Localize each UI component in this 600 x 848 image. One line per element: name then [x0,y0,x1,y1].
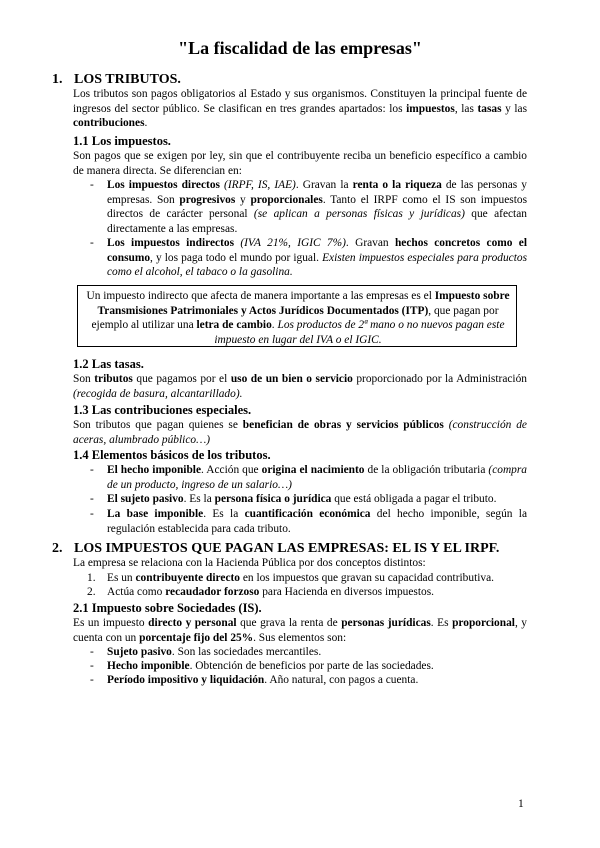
italic-run: Existen impuestos especiales para productos como el alcohol, el tabaco o la gasolina. [107,251,527,279]
text-run: . Es [430,617,453,629]
text-run: que pagamos por el [132,373,231,385]
text-run: Actúa como [107,586,166,598]
numbered-item [87,571,527,586]
text-run: . Gravan [345,237,395,249]
bold-run: proporcionales [250,193,323,206]
text-run: , que pagan por ejemplo al utilizar una [91,304,499,332]
bold-run: contribuciones [73,117,145,130]
bold-run: tasas [477,102,502,115]
list-item [90,645,527,660]
dash-bullet: - [90,464,94,476]
subsection-1-3-heading: 1.3 Las contribuciones especiales. [73,403,252,417]
list-item [90,236,527,280]
italic-run: (recogida de basura, alcantarillado). [73,387,243,400]
text-run: . Gravan la [295,179,353,191]
numbered-item [87,585,527,600]
text-run: . Obtención de beneficios por parte de las sociedades. [189,660,434,672]
subsection-2-1-heading: 2.1 Impuesto sobre Sociedades (IS). [73,601,262,615]
bold-run: El sujeto pasivo [107,493,184,505]
text-run: . [144,117,148,130]
dash-bullet: - [90,493,94,505]
text-run: . Sus elementos son: [253,631,347,644]
bold-run: La base imponible [107,508,204,520]
bold-run: impuestos [406,102,455,115]
list-item [90,507,528,536]
list-item [90,659,527,674]
text-run: para Hacienda en diversos impuestos. [259,586,434,598]
bold-run: Impuesto sobre Transmisiones Patrimoniales y Actos Jurídicos Documentados (ITP) [97,290,510,317]
text-run: . Son las sociedades mercantiles. [171,646,322,658]
document-title: "La fiscalidad de las empresas" [178,38,422,58]
subsection-1-1-intro: Son pagos que se exigen por ley, sin que el contribuyente reciba un beneficio específico a cambio de manera directa. Se diferencian en: [73,150,527,177]
subsection-1-2-heading: 1.2 Las tasas. [73,357,144,371]
dash-bullet: - [90,237,94,249]
bold-run: benefician de obras y servicios públicos [242,419,444,431]
bold-run: Los impuestos indirectos [107,237,235,249]
text-run: . Es la [183,493,215,505]
bold-run: Sujeto pasivo [107,646,172,658]
text-run: , y los paga todo el mundo por igual. [150,251,323,264]
page-number: 1 [518,798,524,810]
subsection-1-1-heading: 1.1 Los impuestos. [73,134,171,148]
italic-run: (IVA 21%, IGIC 7%) [234,237,346,249]
subsection-1-3-text [73,418,527,447]
bold-run: proporcional [452,617,515,629]
text-run: . Año natural, con pagos a cuenta. [264,674,419,686]
bold-run: persona física o jurídica [214,493,332,505]
bold-run: uso de un bien o servicio [230,373,353,385]
bold-run: contribuyente directo [135,572,240,584]
italic-run: (construcción de aceras, alumbrado público…) [73,419,527,446]
subsection-2-1-text [73,616,527,645]
bold-run: Hecho imponible [107,660,190,672]
list-item [90,673,527,688]
list-item [90,463,527,492]
text-run: Son [73,373,95,385]
text-run: Un impuesto indirecto que afecta de manera importante a las empresas es el [86,290,435,302]
bold-run: tributos [94,373,133,385]
italic-run: (compra de un producto, ingreso de un salario…) [107,464,527,491]
list-item [90,178,528,236]
item-number: 1. [87,572,96,584]
subsection-1-2-text [73,372,527,401]
dash-bullet: - [90,508,94,520]
italic-run: (se aplican a personas físicas y jurídicas) [253,208,465,221]
text-run: del hecho imponible, según la regulación establecida para cada tributo. [107,508,528,535]
text-run: que afectan directamente a las empresas. [107,208,527,235]
highlight-box-text [84,289,512,347]
section-number: 2. [52,541,63,556]
text-run: Los tributos son pagos obligatorios al Estado y sus organismos. Constituyen la principal fuente de ingresos del sector público. Se clasifican en tres grandes apartados: los [73,88,527,115]
text-run: que está obligada a pagar el tributo. [331,493,497,505]
dash-bullet: - [90,646,94,658]
text-run: proporcionado por la Administración [352,373,527,385]
bold-run: recaudador forzoso [165,586,260,598]
bold-run: progresivos [179,193,236,206]
bold-run: directo y personal [148,617,237,629]
text-run: . Tanto el IRPF como el IS son impuestos directos de carácter personal [107,193,528,221]
text-run: , y cuenta con un [73,617,528,644]
section-1-heading [52,72,181,88]
text-run: y las [501,102,527,115]
bold-run: porcentaje fijo del 25% [139,631,254,644]
bold-run: personas jurídicas [341,617,431,629]
bold-run: cuantificación económica [244,508,371,520]
section-2-intro: La empresa se relaciona con la Hacienda Pública por dos conceptos distintos: [73,557,426,569]
text-run: Es un [107,572,136,584]
text-run: de la obligación tributaria [364,464,489,476]
bold-run: Los impuestos directos [107,179,220,191]
text-run: que grava la renta de [236,617,342,629]
section-1-intro [73,87,527,131]
subsection-1-4-heading: 1.4 Elementos básicos de los tributos. [73,448,271,462]
list-item [90,492,527,507]
text-run: Son tributos que pagan quienes se [73,419,243,431]
italic-run: (IRPF, IS, IAE) [219,179,296,191]
bold-run: letra de cambio [196,319,272,332]
dash-bullet: - [90,674,94,686]
text-run: . [271,319,278,332]
bold-run: hechos concretos como el consumo [107,237,527,264]
bold-run: El hecho imponible [107,464,202,476]
dash-bullet: - [90,660,94,672]
italic-run: Los productos de 2ª mano o no nuevos pagan este impuesto en lugar del IVA o el IGIC. [214,319,505,346]
text-run: en los impuestos que gravan su capacidad contributiva. [240,572,495,584]
text-run: , las [454,102,478,115]
text-run: Es un impuesto [73,617,149,629]
text-run: . Acción que [201,464,262,476]
bold-run: Período impositivo y liquidación [107,674,265,686]
text-run: de las personas y empresas. Son [107,179,527,206]
text-run: . Es la [203,508,245,520]
section-number: 1. [52,72,63,87]
section-title: LOS IMPUESTOS QUE PAGAN LAS EMPRESAS: EL IS Y EL IRPF. [74,541,500,556]
section-2-heading [52,541,499,557]
dash-bullet: - [90,179,94,191]
bold-run: renta o la riqueza [352,179,442,191]
bold-run: origina el nacimiento [261,464,365,476]
section-title: LOS TRIBUTOS. [74,72,181,87]
item-number: 2. [87,586,96,598]
text-run: y [235,193,251,206]
